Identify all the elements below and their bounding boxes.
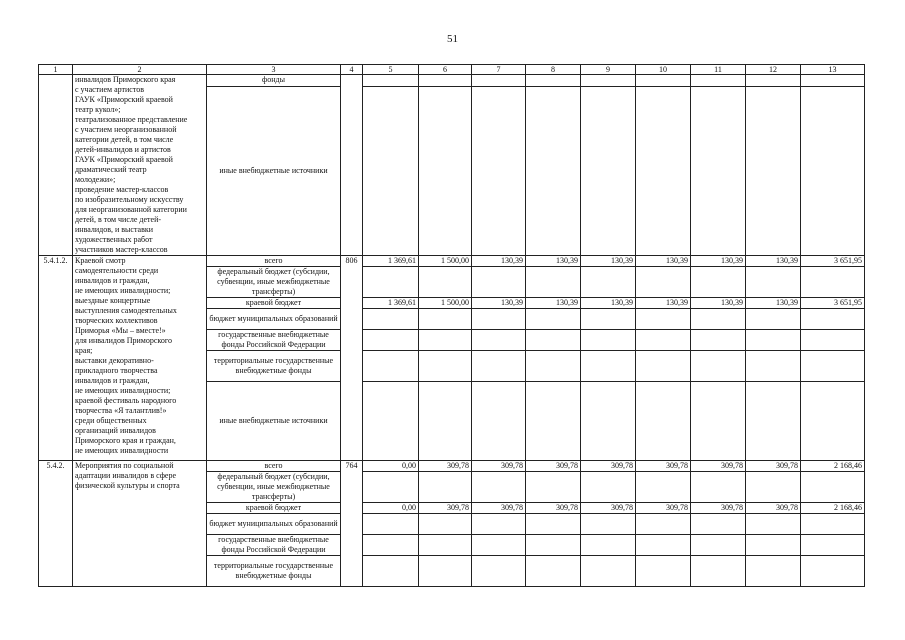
year-value bbox=[363, 309, 419, 330]
total-value bbox=[801, 382, 865, 461]
year-value bbox=[419, 514, 472, 535]
year-value: 1 500,00 bbox=[419, 256, 472, 267]
year-value bbox=[419, 382, 472, 461]
column-header: 5 bbox=[363, 65, 419, 75]
year-value bbox=[472, 472, 526, 503]
year-value: 130,39 bbox=[691, 298, 746, 309]
year-value: 1 369,61 bbox=[363, 256, 419, 267]
year-value bbox=[363, 75, 419, 87]
column-header: 4 bbox=[341, 65, 363, 75]
total-value: 3 651,95 bbox=[801, 298, 865, 309]
year-value: 309,78 bbox=[581, 461, 636, 472]
table-row bbox=[39, 75, 865, 87]
funding-source: федеральный бюджет (субсидии, субвенции, иные межбюджетные трансферты) bbox=[207, 472, 341, 503]
year-value bbox=[636, 267, 691, 298]
year-value: 309,78 bbox=[581, 503, 636, 514]
year-value: 130,39 bbox=[746, 256, 801, 267]
year-value bbox=[746, 556, 801, 587]
year-value bbox=[581, 514, 636, 535]
year-value: 309,78 bbox=[746, 503, 801, 514]
year-value bbox=[691, 382, 746, 461]
year-value bbox=[746, 86, 801, 255]
year-value bbox=[636, 535, 691, 556]
year-value bbox=[526, 86, 581, 255]
year-value: 309,78 bbox=[526, 461, 581, 472]
year-value bbox=[581, 351, 636, 382]
year-value bbox=[581, 330, 636, 351]
total-value bbox=[801, 309, 865, 330]
total-value: 2 168,46 bbox=[801, 503, 865, 514]
year-value bbox=[419, 351, 472, 382]
funding-source: территориальные государственные внебюджетные фонды bbox=[207, 556, 341, 587]
funding-source: бюджет муниципальных образований bbox=[207, 514, 341, 535]
total-value bbox=[801, 514, 865, 535]
year-value: 130,39 bbox=[472, 256, 526, 267]
item-code: 5.4.1.2. bbox=[39, 256, 73, 461]
funding-source: территориальные государственные внебюджетные фонды bbox=[207, 351, 341, 382]
year-value: 309,78 bbox=[636, 503, 691, 514]
year-value bbox=[691, 472, 746, 503]
funding-source: иные внебюджетные источники bbox=[207, 382, 341, 461]
year-value: 309,78 bbox=[636, 461, 691, 472]
year-value bbox=[691, 267, 746, 298]
total-value: 2 168,46 bbox=[801, 461, 865, 472]
total-value bbox=[801, 535, 865, 556]
year-value bbox=[472, 382, 526, 461]
year-value bbox=[636, 382, 691, 461]
year-value bbox=[691, 351, 746, 382]
year-value bbox=[636, 309, 691, 330]
year-value bbox=[363, 514, 419, 535]
year-value: 309,78 bbox=[472, 503, 526, 514]
year-value bbox=[526, 535, 581, 556]
year-value bbox=[363, 351, 419, 382]
year-value bbox=[363, 330, 419, 351]
total-value bbox=[801, 556, 865, 587]
year-value bbox=[419, 75, 472, 87]
funding-source: всего bbox=[207, 256, 341, 267]
year-value bbox=[419, 535, 472, 556]
year-value: 130,39 bbox=[581, 298, 636, 309]
year-value: 309,78 bbox=[419, 503, 472, 514]
year-value bbox=[746, 75, 801, 87]
year-value bbox=[526, 514, 581, 535]
funding-source: государственные внебюджетные фонды Российской Федерации bbox=[207, 330, 341, 351]
year-value bbox=[526, 309, 581, 330]
year-value bbox=[472, 267, 526, 298]
year-value: 130,39 bbox=[581, 256, 636, 267]
year-value bbox=[691, 75, 746, 87]
total-value bbox=[801, 86, 865, 255]
column-header: 8 bbox=[526, 65, 581, 75]
year-value bbox=[472, 330, 526, 351]
total-value bbox=[801, 330, 865, 351]
table-row bbox=[39, 256, 865, 267]
grbs-code: 806 bbox=[341, 256, 363, 461]
grbs-code bbox=[341, 75, 363, 256]
year-value bbox=[691, 86, 746, 255]
funding-source: бюджет муниципальных образований bbox=[207, 309, 341, 330]
year-value bbox=[636, 472, 691, 503]
year-value bbox=[636, 351, 691, 382]
year-value bbox=[636, 556, 691, 587]
year-value bbox=[419, 267, 472, 298]
total-value bbox=[801, 351, 865, 382]
year-value bbox=[746, 535, 801, 556]
year-value bbox=[526, 330, 581, 351]
year-value bbox=[691, 330, 746, 351]
year-value: 309,78 bbox=[419, 461, 472, 472]
year-value: 0,00 bbox=[363, 461, 419, 472]
year-value bbox=[691, 309, 746, 330]
year-value bbox=[581, 75, 636, 87]
year-value bbox=[581, 382, 636, 461]
year-value bbox=[472, 535, 526, 556]
year-value: 130,39 bbox=[636, 298, 691, 309]
total-value bbox=[801, 472, 865, 503]
year-value bbox=[636, 330, 691, 351]
table-row bbox=[39, 461, 865, 472]
year-value bbox=[581, 556, 636, 587]
year-value bbox=[472, 75, 526, 87]
funding-source: краевой бюджет bbox=[207, 298, 341, 309]
year-value bbox=[472, 351, 526, 382]
year-value bbox=[746, 309, 801, 330]
grbs-code: 764 bbox=[341, 461, 363, 587]
year-value bbox=[419, 86, 472, 255]
year-value bbox=[581, 267, 636, 298]
year-value bbox=[363, 382, 419, 461]
year-value bbox=[363, 535, 419, 556]
year-value bbox=[581, 535, 636, 556]
year-value bbox=[472, 86, 526, 255]
year-value: 309,78 bbox=[746, 461, 801, 472]
funding-source: федеральный бюджет (субсидии, субвенции, иные межбюджетные трансферты) bbox=[207, 267, 341, 298]
year-value: 130,39 bbox=[526, 298, 581, 309]
total-value: 3 651,95 bbox=[801, 256, 865, 267]
year-value bbox=[363, 472, 419, 503]
funding-source: государственные внебюджетные фонды Российской Федерации bbox=[207, 535, 341, 556]
year-value bbox=[691, 535, 746, 556]
year-value: 130,39 bbox=[746, 298, 801, 309]
column-header: 1 bbox=[39, 65, 73, 75]
year-value bbox=[581, 309, 636, 330]
year-value: 309,78 bbox=[691, 461, 746, 472]
column-header: 9 bbox=[581, 65, 636, 75]
item-code: 5.4.2. bbox=[39, 461, 73, 587]
column-header: 11 bbox=[691, 65, 746, 75]
column-header: 7 bbox=[472, 65, 526, 75]
year-value bbox=[419, 330, 472, 351]
budget-table bbox=[38, 64, 865, 587]
total-value bbox=[801, 75, 865, 87]
funding-source: всего bbox=[207, 461, 341, 472]
item-name: Краевой смотр самодеятельности среди инвалидов и граждан, не имеющих инвалидности; выездные концертные выступления самодеятельных творческих коллективов Приморья «Мы – вместе!» для инвалидов Приморского края; выставки декоративно- прикладного творчества инвалидов и граждан, не имеющих инвалидности; краевой фестиваль народного творчества «Я талантлив!» среди общественных организаций инвалидов Приморского края и граждан, не имеющих инвалидности bbox=[73, 256, 207, 461]
total-value bbox=[801, 267, 865, 298]
year-value: 309,78 bbox=[472, 461, 526, 472]
year-value: 1 500,00 bbox=[419, 298, 472, 309]
page-number: 51 bbox=[447, 33, 458, 45]
year-value: 309,78 bbox=[691, 503, 746, 514]
column-header: 12 bbox=[746, 65, 801, 75]
year-value bbox=[526, 267, 581, 298]
year-value bbox=[472, 309, 526, 330]
year-value bbox=[746, 351, 801, 382]
year-value bbox=[691, 514, 746, 535]
year-value bbox=[472, 514, 526, 535]
header-row bbox=[39, 65, 865, 75]
funding-source: краевой бюджет bbox=[207, 503, 341, 514]
year-value bbox=[636, 75, 691, 87]
column-header: 13 bbox=[801, 65, 865, 75]
year-value bbox=[472, 556, 526, 587]
year-value bbox=[526, 382, 581, 461]
year-value bbox=[581, 86, 636, 255]
year-value bbox=[746, 330, 801, 351]
funding-source: фонды bbox=[207, 75, 341, 87]
year-value bbox=[636, 86, 691, 255]
item-name: инвалидов Приморского края с участием артистов ГАУК «Приморский краевой театр кукол»; театрализованное представление с участием неорганизованной категории детей, в том числе детей-инвалидов и артистов ГАУК «Приморский краевой драматический театр молодежи»; проведение мастер-классов по изобразительному искусству для неорганизованной категории детей, в том числе детей- инвалидов, и выставки художественных работ участников мастер-классов bbox=[73, 75, 207, 256]
year-value: 1 369,61 bbox=[363, 298, 419, 309]
year-value bbox=[746, 382, 801, 461]
year-value: 130,39 bbox=[526, 256, 581, 267]
year-value bbox=[363, 556, 419, 587]
funding-source: иные внебюджетные источники bbox=[207, 86, 341, 255]
column-header: 2 bbox=[73, 65, 207, 75]
year-value bbox=[746, 472, 801, 503]
year-value: 309,78 bbox=[526, 503, 581, 514]
year-value bbox=[746, 514, 801, 535]
column-header: 3 bbox=[207, 65, 341, 75]
column-header: 6 bbox=[419, 65, 472, 75]
year-value bbox=[691, 556, 746, 587]
year-value bbox=[363, 267, 419, 298]
year-value bbox=[419, 556, 472, 587]
year-value bbox=[526, 472, 581, 503]
year-value bbox=[746, 267, 801, 298]
year-value: 130,39 bbox=[472, 298, 526, 309]
year-value bbox=[419, 309, 472, 330]
year-value: 130,39 bbox=[636, 256, 691, 267]
year-value bbox=[581, 472, 636, 503]
column-header: 10 bbox=[636, 65, 691, 75]
year-value: 130,39 bbox=[691, 256, 746, 267]
year-value: 0,00 bbox=[363, 503, 419, 514]
year-value bbox=[419, 472, 472, 503]
year-value bbox=[636, 514, 691, 535]
year-value bbox=[526, 351, 581, 382]
year-value bbox=[363, 86, 419, 255]
item-code bbox=[39, 75, 73, 256]
year-value bbox=[526, 75, 581, 87]
year-value bbox=[526, 556, 581, 587]
item-name: Мероприятия по социальной адаптации инвалидов в сфере физической культуры и спорта bbox=[73, 461, 207, 587]
